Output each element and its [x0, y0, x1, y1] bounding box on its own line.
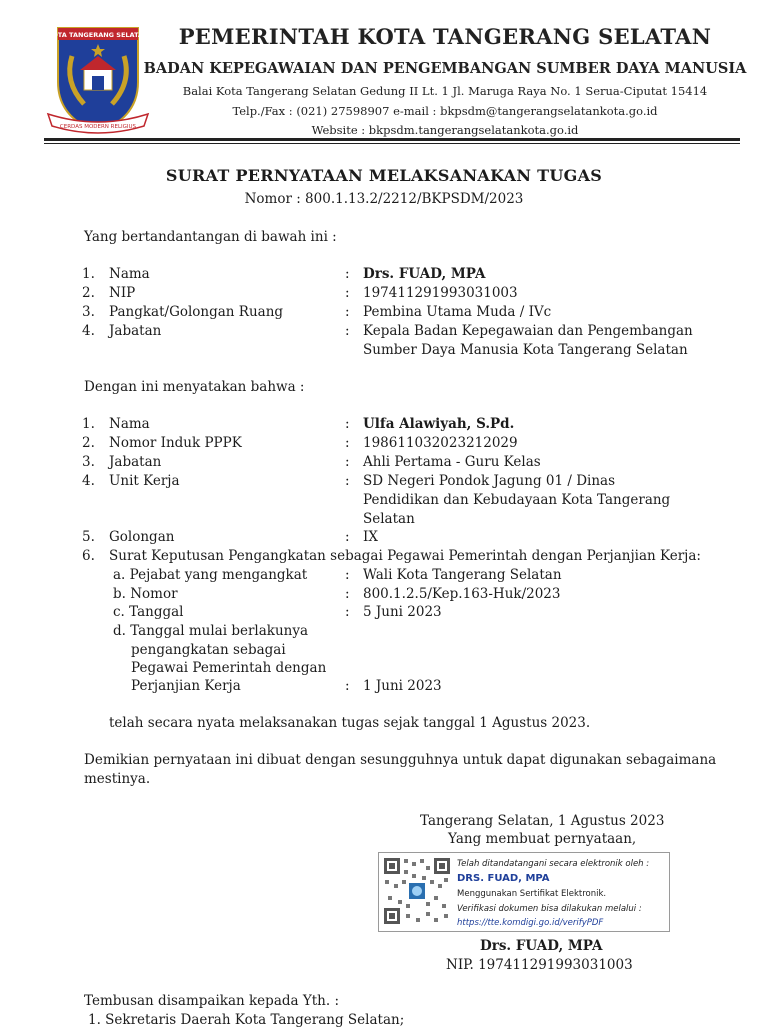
- esign-verify-note: Verifikasi dokumen bisa dilakukan melalui :: [457, 904, 642, 914]
- letter-number: Nomor : 800.1.13.2/2212/BKPSDM/2023: [244, 191, 524, 207]
- list-number: 2.: [82, 435, 95, 451]
- signer-position-value: Kepala Badan Kepegawaian dan Pengembangan: [363, 323, 693, 339]
- decree-heading: Surat Keputusan Pengangkatan sebagai Pegawai Pemerintah dengan Perjanjian Kerja:: [109, 548, 701, 564]
- field-label: Nama: [109, 266, 150, 282]
- closing-paragraph-cont: mestinya.: [84, 771, 151, 787]
- field-label: Golongan: [109, 529, 175, 545]
- field-label: Jabatan: [109, 454, 162, 470]
- field-colon: :: [345, 604, 350, 620]
- field-colon: :: [345, 567, 350, 583]
- employee-unit-value-cont: Pendidikan dan Kebudayaan Kota Tangerang: [363, 492, 671, 508]
- letter-title: SURAT PERNYATAAN MELAKSANAKAN TUGAS: [165, 166, 603, 185]
- field-label: Pangkat/Golongan Ruang: [109, 304, 284, 320]
- decree-item-label: d. Tanggal mulai berlakunya: [113, 623, 309, 639]
- field-colon: :: [345, 285, 350, 301]
- agency-website: Website : bkpsdm.tangerangselatankota.go.id: [311, 123, 579, 137]
- field-colon: :: [345, 529, 350, 545]
- field-label: Jabatan: [109, 323, 162, 339]
- agency-address: Balai Kota Tangerang Selatan Gedung II Lt. 1 Jl. Maruga Raya No. 1 Serua-Ciputat 15414: [182, 84, 708, 98]
- decree-official-value: Wali Kota Tangerang Selatan: [363, 567, 562, 583]
- list-number: 6.: [82, 548, 95, 564]
- esign-caption: Telah ditandatangani secara elektronik oleh :: [457, 859, 650, 869]
- signer-position-value-cont: Sumber Daya Manusia Kota Tangerang Selatan: [363, 342, 688, 358]
- field-colon: :: [345, 586, 350, 602]
- employee-name-value: Ulfa Alawiyah, S.Pd.: [363, 416, 515, 432]
- electronic-signature-box: [378, 852, 670, 932]
- list-number: 1.: [82, 266, 95, 282]
- qr-code-icon: [382, 856, 452, 926]
- letterhead-rule-thin: [44, 143, 740, 144]
- decree-item-label: c. Tanggal: [113, 604, 184, 620]
- closing-paragraph: Demikian pernyataan ini dibuat dengan sesungguhnya untuk dapat digunakan sebagaimana: [84, 752, 717, 768]
- list-number: 5.: [82, 529, 95, 545]
- signature-role: Yang membuat pernyataan,: [448, 831, 637, 847]
- list-number: 3.: [82, 454, 95, 470]
- list-number: 4.: [82, 323, 95, 339]
- list-number: 4.: [82, 473, 95, 489]
- statement-intro: Dengan ini menyatakan bahwa :: [84, 379, 305, 395]
- city-emblem-logo: [44, 22, 152, 140]
- decree-date-value: 5 Juni 2023: [363, 604, 442, 620]
- agency-name: BADAN KEPEGAWAIAN DAN PENGEMBANGAN SUMBER DAYA MANUSIA: [143, 60, 747, 77]
- government-name: PEMERINTAH KOTA TANGERANG SELATAN: [178, 24, 712, 49]
- logo-ribbon-text: CERDAS MODERN RELIGIUS: [59, 124, 137, 130]
- field-colon: :: [345, 266, 350, 282]
- esign-verify-link[interactable]: https://tte.komdigi.go.id/verifyPDF: [457, 918, 604, 928]
- field-colon: :: [345, 473, 350, 489]
- esign-signer-name: DRS. FUAD, MPA: [457, 873, 550, 884]
- employee-position-value: Ahli Pertama - Guru Kelas: [363, 454, 541, 470]
- employee-unit-value-cont: Selatan: [363, 511, 415, 527]
- employee-id-value: 198611032023212029: [363, 435, 518, 451]
- esign-certificate-note: Menggunakan Sertifikat Elektronik.: [457, 889, 607, 899]
- field-colon: :: [345, 304, 350, 320]
- field-label: NIP: [109, 285, 136, 301]
- field-colon: :: [345, 323, 350, 339]
- signer-nip-value: 197411291993031003: [363, 285, 518, 301]
- field-colon: :: [345, 435, 350, 451]
- letterhead-rule-thick: [44, 138, 740, 141]
- signature-place-date: Tangerang Selatan, 1 Agustus 2023: [420, 813, 665, 829]
- cc-heading: Tembusan disampaikan kepada Yth. :: [84, 993, 340, 1009]
- decree-item-label: b. Nomor: [113, 586, 178, 602]
- decree-number-value: 800.1.2.5/Kep.163-Huk/2023: [363, 586, 561, 602]
- decree-start-date-value: 1 Juni 2023: [363, 678, 442, 694]
- employee-grade-value: IX: [363, 529, 378, 545]
- field-colon: :: [345, 454, 350, 470]
- signature-nip: NIP. 197411291993031003: [446, 957, 633, 973]
- field-colon: :: [345, 678, 350, 694]
- signature-name: Drs. FUAD, MPA: [480, 938, 603, 954]
- field-label: Unit Kerja: [109, 473, 180, 489]
- agency-contact: Telp./Fax : (021) 27598907 e-mail : bkpsdm@tangerangselatankota.go.id: [232, 104, 658, 118]
- cc-item: 1. Sekretaris Daerah Kota Tangerang Selatan;: [88, 1012, 405, 1028]
- field-label: Nama: [109, 416, 150, 432]
- duty-statement: telah secara nyata melaksanakan tugas sejak tanggal 1 Agustus 2023.: [109, 715, 591, 731]
- signer-rank-value: Pembina Utama Muda / IVc: [363, 304, 552, 320]
- field-label: Nomor Induk PPPK: [109, 435, 242, 451]
- signer-name-value: Drs. FUAD, MPA: [363, 266, 486, 282]
- list-number: 1.: [82, 416, 95, 432]
- field-colon: :: [345, 416, 350, 432]
- list-number: 3.: [82, 304, 95, 320]
- logo-banner-text: KOTA TANGERANG SELATAN: [47, 31, 149, 39]
- employee-unit-value: SD Negeri Pondok Jagung 01 / Dinas: [363, 473, 616, 489]
- intro-text: Yang bertandantangan di bawah ini :: [84, 229, 337, 245]
- decree-item-label-cont: Perjanjian Kerja: [131, 678, 241, 694]
- decree-item-label-cont: pengangkatan sebagai: [131, 642, 286, 658]
- decree-item-label-cont: Pegawai Pemerintah dengan: [131, 660, 327, 676]
- list-number: 2.: [82, 285, 95, 301]
- decree-item-label: a. Pejabat yang mengangkat: [113, 567, 308, 583]
